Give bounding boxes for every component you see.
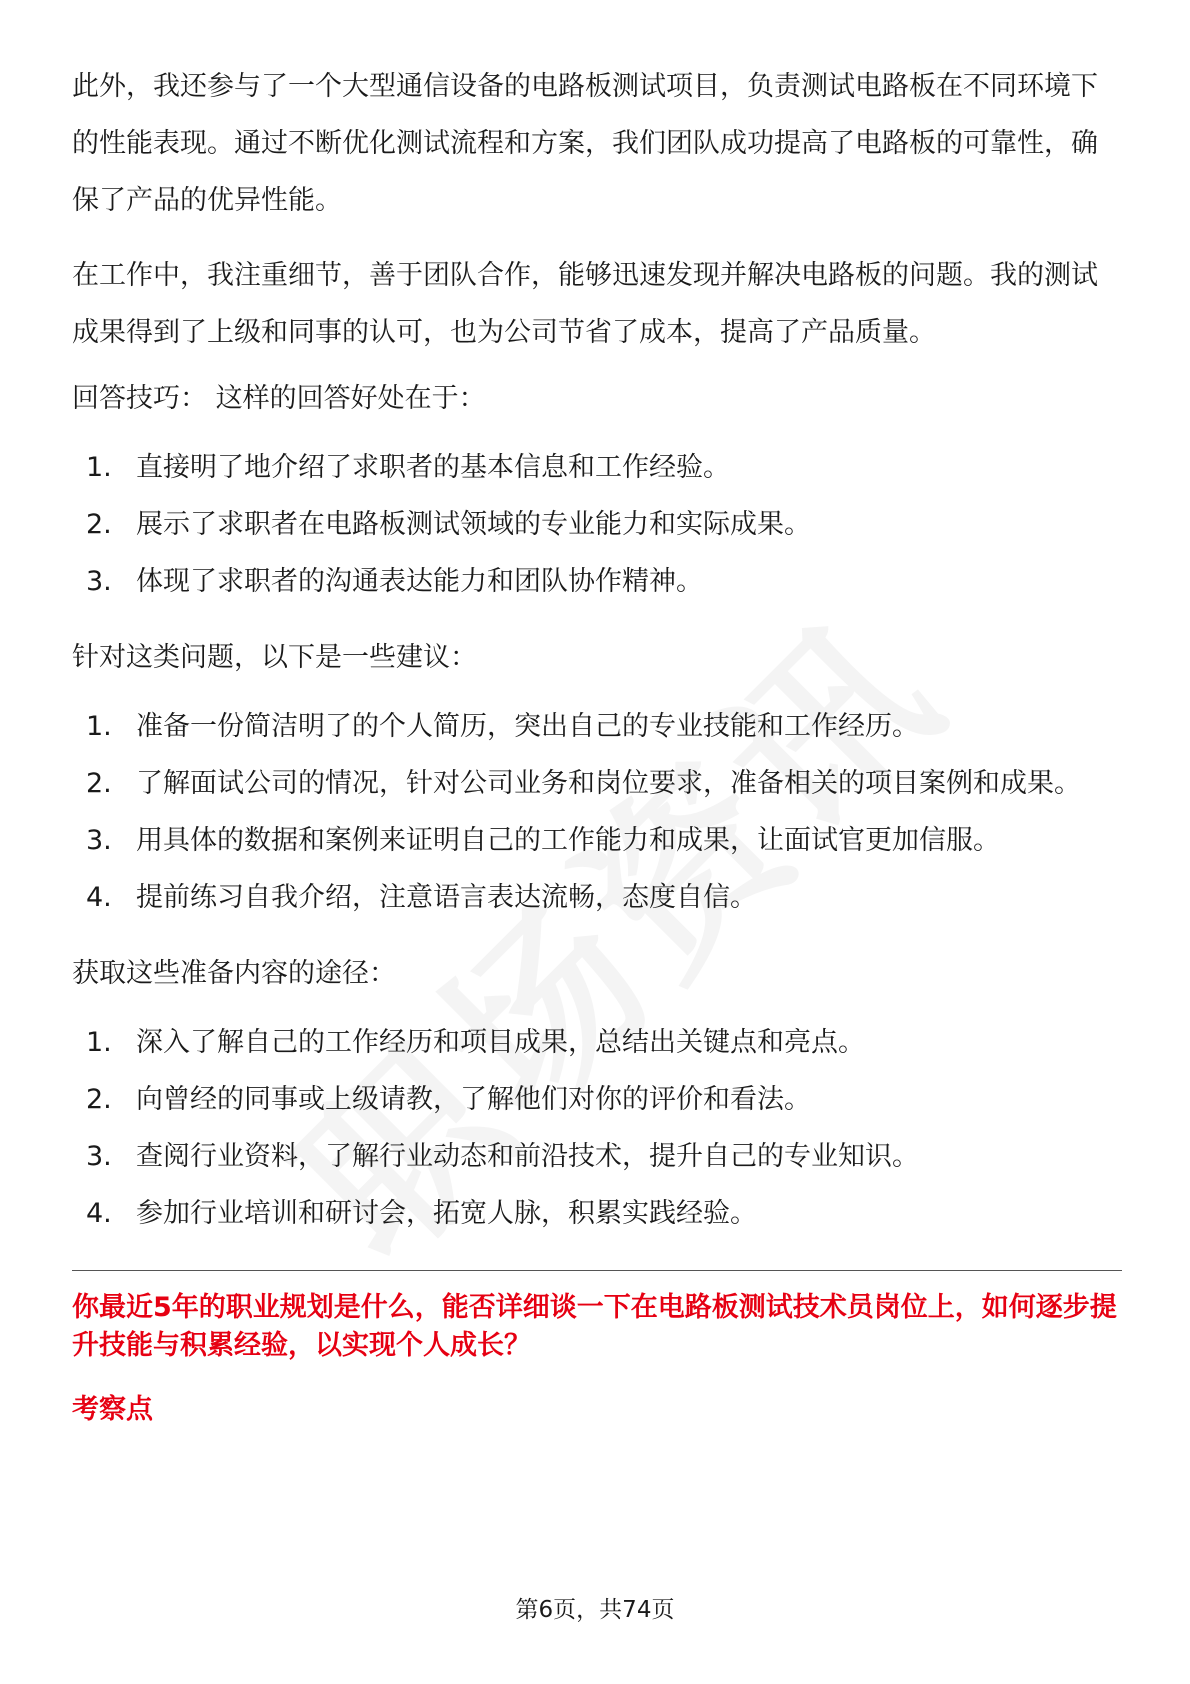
list-item: 1. 深入了解自己的工作经历和项目成果，总结出关键点和亮点。 xyxy=(86,1027,865,1058)
page-number: 第6页，共74页 xyxy=(515,1597,675,1623)
list-item: 2. 了解面试公司的情况，针对公司业务和岗位要求，准备相关的项目案例和成果。 xyxy=(86,768,1081,799)
list-item: 3. 体现了求职者的沟通表达能力和团队协作精神。 xyxy=(86,566,703,597)
paragraph-project: 此外，我还参与了一个大型通信设备的电路板测试项目，负责测试电路板在不同环境下的性能表现。通过不断优化测试流程和方案，我们团队成功提高了电路板的可靠性，确保了产品的优异性能。 xyxy=(72,71,1098,216)
sources-list xyxy=(72,1014,1120,1242)
list-item: 2. 展示了求职者在电路板测试领域的专业能力和实际成果。 xyxy=(86,509,811,540)
list-item: 4. 提前练习自我介绍，注意语言表达流畅，态度自信。 xyxy=(86,882,757,913)
list-item: 3. 用具体的数据和案例来证明自己的工作能力和成果，让面试官更加信服。 xyxy=(86,825,1000,856)
tips-list xyxy=(72,439,1120,610)
list-item: 1. 直接明了地介绍了求职者的基本信息和工作经验。 xyxy=(86,452,730,483)
page-content xyxy=(72,58,1120,1426)
list-item: 2. 向曾经的同事或上级请教，了解他们对你的评价和看法。 xyxy=(86,1084,811,1115)
question-heading: 你最近5年的职业规划是什么，能否详细谈一下在电路板测试技术员岗位上，如何逐步提升技能与积累经验，以实现个人成长？ xyxy=(72,1292,1117,1361)
list-item: 1. 准备一份简洁明了的个人简历，突出自己的专业技能和工作经历。 xyxy=(86,711,919,742)
section-title: 考察点 xyxy=(72,1394,153,1425)
list-item: 3. 查阅行业资料，了解行业动态和前沿技术，提升自己的专业知识。 xyxy=(86,1141,919,1172)
paragraph-work: 在工作中，我注重细节，善于团队合作，能够迅速发现并解决电路板的问题。我的测试成果得到了上级和同事的认可，也为公司节省了成本，提高了产品质量。 xyxy=(72,260,1098,348)
tips-label: 回答技巧： 这样的回答好处在于： xyxy=(72,383,486,414)
advice-label: 针对这类问题，以下是一些建议： xyxy=(72,642,477,673)
section-divider xyxy=(72,1270,1122,1271)
sources-label: 获取这些准备内容的途径： xyxy=(72,958,396,989)
list-item: 4. 参加行业培训和研讨会，拓宽人脉，积累实践经验。 xyxy=(86,1198,757,1229)
advice-list xyxy=(72,698,1120,926)
